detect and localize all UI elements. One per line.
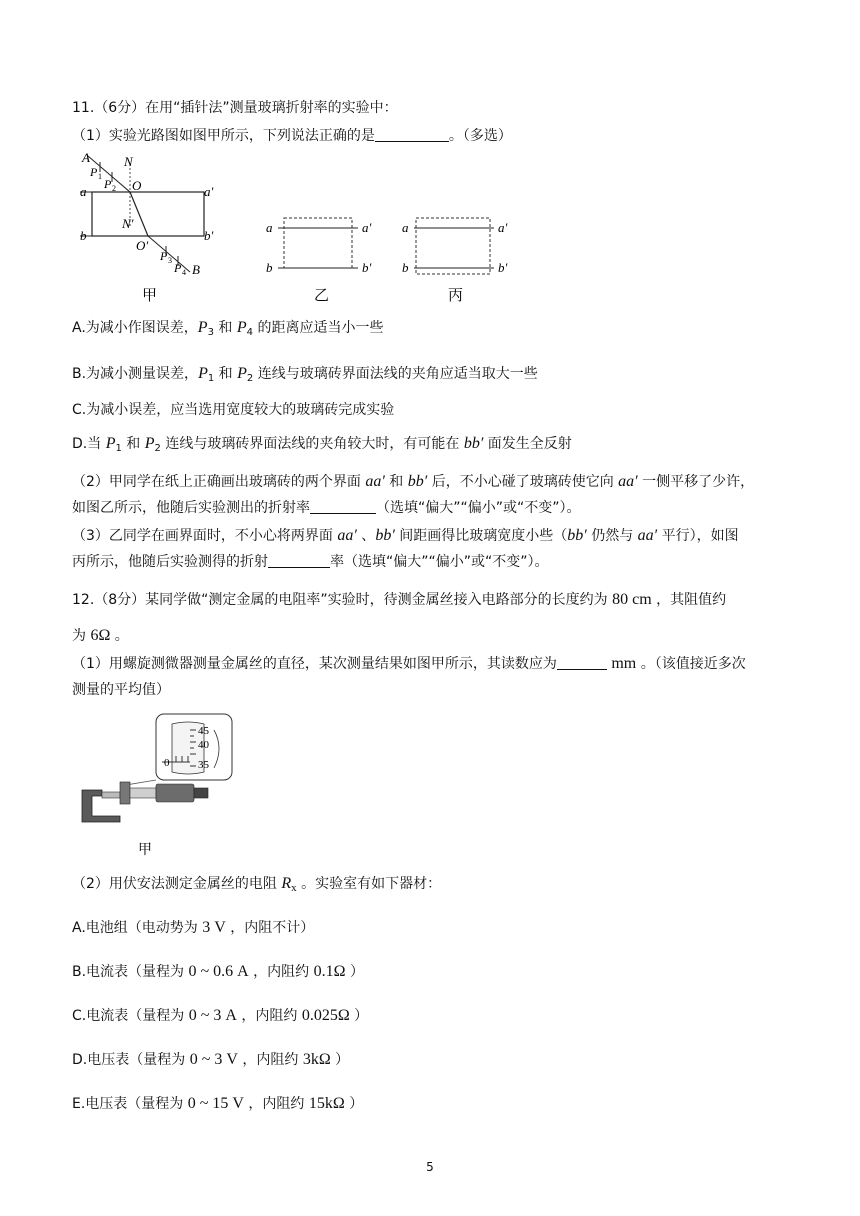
option-d-p2-sub: 2 — [154, 443, 161, 454]
item-b-val2: 0.1Ω — [313, 963, 346, 980]
q12-header2-a: 为 — [72, 628, 91, 644]
q11-option-c: C.为减小误差，应当选用宽度较大的玻璃砖完成实验 — [72, 402, 395, 418]
item-e-val2: 15kΩ — [308, 1095, 345, 1112]
q12-header-a: 12.（8分）某同学做“测定金属的电阻率”实验时，待测金属丝接入电路部分的长度约为 — [72, 592, 613, 608]
label-O-prime: O′ — [136, 238, 149, 253]
q11-header: 11.（6分）在用“插针法”测量玻璃折射率的实验中： — [72, 100, 398, 116]
fig-label-yi: 乙 — [314, 288, 330, 304]
q12-length: 80 cm — [612, 591, 652, 608]
anvil — [102, 792, 120, 798]
q11-part3-line2 — [72, 552, 549, 572]
item-d-pre: D.电压表（量程为 — [72, 1052, 190, 1068]
item-a-val: 3 V — [202, 919, 226, 936]
fig-label-jia-2: 甲 — [138, 843, 152, 858]
optics-figure-jia — [78, 150, 218, 306]
part3-aa: aa′ — [337, 527, 357, 544]
part3-aa-2: aa′ — [637, 527, 658, 544]
equipment-item-a — [72, 918, 314, 938]
part2-text-b: 后，不小心碰了玻璃砖使它向 — [427, 474, 619, 490]
part3-bb-2: bb′ — [567, 527, 587, 544]
glass-outline — [416, 218, 490, 274]
q12-resistance: 6Ω — [90, 627, 111, 644]
item-e-post: ，内阻约 — [243, 1096, 309, 1112]
part3-bb: bb′ — [375, 527, 395, 544]
part3-sep: 、 — [356, 528, 376, 544]
bing-label-b-prime: b′ — [498, 260, 508, 275]
item-e-post2: ） — [344, 1096, 364, 1112]
bing-label-b: b — [402, 260, 409, 275]
option-d-bb: bb′ — [463, 435, 484, 452]
bing-label-a: a — [402, 220, 409, 235]
part2-text-a: （2）甲同学在纸上正确画出玻璃砖的两个界面 — [72, 474, 366, 490]
label-O: O — [132, 178, 142, 193]
part3-text-e: 丙所示，他随后实验测得的折射 — [72, 554, 268, 570]
q12-header-line1 — [72, 590, 726, 610]
q12-part2-R: R — [281, 875, 292, 892]
part2-text-d: 如图乙所示，他随后实验测出的折射率 — [72, 500, 310, 516]
label-b-prime: b′ — [204, 228, 214, 243]
tick-zero: 0 — [164, 757, 170, 769]
item-c-post2: ） — [349, 1008, 369, 1024]
label-N-prime: N′ — [122, 216, 134, 231]
yi-label-a: a — [266, 220, 273, 235]
option-d-p2: P — [144, 435, 155, 452]
answer-blank[interactable] — [268, 553, 330, 568]
option-b-mid: 和 — [214, 366, 238, 382]
q12-part2-a: （2）用伏安法测定金属丝的电阻 — [72, 876, 282, 892]
item-c-val: 0 ~ 3 A — [188, 1007, 237, 1024]
part2-aa: aa′ — [365, 473, 385, 490]
option-a-p3: P — [197, 319, 208, 336]
fig-label-bing: 丙 — [448, 288, 464, 304]
label-B: B — [192, 262, 200, 277]
shifted-glass-outline — [284, 218, 352, 268]
option-b-p1-sub: 1 — [207, 373, 215, 384]
part3-text-a: （3）乙同学在画界面时，不小心将两界面 — [72, 528, 338, 544]
option-d-mid: 和 — [121, 436, 145, 452]
option-b-post: 连线与玻璃砖界面法线的夹角应适当取大一些 — [253, 366, 538, 382]
q11-part2-line2 — [72, 498, 581, 518]
item-b-post: ，内阻约 — [248, 964, 314, 980]
label-P3-sub: 3 — [168, 256, 172, 265]
option-d-post2: 面发生全反射 — [483, 436, 572, 452]
equipment-item-c — [72, 1006, 368, 1026]
label-P1: P — [90, 165, 98, 179]
option-d-p1: P — [105, 435, 116, 452]
q11-option-a — [72, 318, 383, 343]
option-a-post: 的距离应适当小一些 — [253, 320, 384, 336]
q12-part1-a: （1）用螺旋测微器测量金属丝的直径，某次测量结果如图甲所示，其读数应为 — [72, 656, 557, 672]
label-P2: P — [104, 177, 112, 191]
item-c-val2: 0.025Ω — [301, 1007, 350, 1024]
item-d-post: ，内阻约 — [237, 1052, 303, 1068]
part2-text-e: （选填“偏大”“偏小”或“不变”）。 — [376, 500, 581, 516]
q12-part2 — [72, 874, 441, 898]
q11-option-b — [72, 364, 538, 389]
part3-text-f: 率（选填“偏大”“偏小”或“不变”）。 — [330, 554, 549, 570]
q12-part1-unit: mm — [611, 655, 637, 672]
option-a-pre: A.为减小作图误差， — [72, 320, 198, 336]
label-A: A — [82, 150, 90, 165]
equipment-item-b — [72, 962, 364, 982]
option-d-post1: 连线与玻璃砖界面法线的夹角较大时，有可能在 — [160, 436, 464, 452]
label-a: a — [80, 184, 87, 199]
label-P3: P — [160, 249, 168, 263]
part2-aa-2: aa′ — [618, 473, 638, 490]
q12-header-line2 — [72, 626, 129, 646]
optics-figure-yi — [262, 210, 388, 306]
item-d-post2: ） — [330, 1052, 350, 1068]
item-c-pre: C.电流表（量程为 — [72, 1008, 189, 1024]
label-P2-sub: 2 — [112, 184, 116, 193]
fig-label-jia: 甲 — [142, 288, 158, 304]
q11-option-d — [72, 434, 572, 459]
q12-header2-b: 。 — [110, 628, 129, 644]
part3-text-c: 仍然与 — [586, 528, 638, 544]
option-b-p2-sub: 2 — [246, 373, 254, 384]
q12-part2-b: 。实验室有如下器材： — [296, 876, 442, 892]
item-e-pre: E.电压表（量程为 — [72, 1096, 188, 1112]
item-b-post2: ） — [345, 964, 364, 980]
page-number: 5 — [426, 1160, 434, 1174]
optics-figure-bing — [398, 210, 524, 306]
item-a-pre: A.电池组（电动势为 — [72, 920, 203, 936]
part3-text-b: 间距画得比玻璃宽度小些（ — [394, 528, 568, 544]
part3-text-d: 平行），如图 — [657, 528, 739, 544]
item-d-val: 0 ~ 3 V — [189, 1051, 238, 1068]
part2-text-c: 一侧平移了少许， — [637, 474, 755, 490]
option-b-p1: P — [198, 365, 208, 382]
item-b-pre: B.电流表（量程为 — [72, 964, 189, 980]
q12-part2-x: x — [291, 882, 297, 894]
q12-part1-line1 — [72, 654, 746, 674]
item-d-val2: 3kΩ — [302, 1051, 331, 1068]
label-P4-sub: 4 — [182, 268, 186, 277]
answer-blank[interactable] — [375, 127, 449, 142]
option-d-p1-sub: 1 — [115, 443, 122, 454]
label-b: b — [80, 228, 87, 243]
option-a-p4: P — [236, 319, 247, 336]
emergent-ray — [148, 236, 190, 272]
thimble — [156, 784, 194, 802]
tick-45: 45 — [198, 725, 209, 737]
micrometer-figure — [72, 710, 242, 860]
option-b-pre: B.为减小测量误差， — [72, 366, 199, 382]
q11-part1 — [72, 126, 512, 146]
part2-and: 和 — [384, 474, 408, 490]
option-d-pre: D.当 — [72, 436, 106, 452]
yi-label-b-prime: b′ — [362, 260, 372, 275]
tick-40: 40 — [198, 739, 209, 751]
option-b-p2: P — [237, 365, 247, 382]
item-b-val: 0 ~ 0.6 A — [188, 963, 249, 980]
label-a-prime: a′ — [204, 184, 214, 199]
option-a-p3-sub: 3 — [207, 327, 214, 338]
q12-part1-b: 。（该值接近多次 — [636, 656, 746, 672]
option-a-mid: 和 — [213, 320, 237, 336]
item-c-post: ，内阻约 — [236, 1008, 302, 1024]
q11-part1-tail: 。（多选） — [448, 128, 512, 144]
part2-bb: bb′ — [407, 473, 428, 490]
equipment-item-d — [72, 1050, 349, 1070]
q11-part3-line1 — [72, 526, 739, 546]
item-e-val: 0 ~ 15 V — [187, 1095, 244, 1112]
glass-block — [92, 192, 204, 236]
q12-header-b: ，其阻值约 — [651, 592, 727, 608]
q11-part2-line1 — [72, 472, 754, 492]
label-N: N — [124, 154, 133, 169]
tick-35: 35 — [198, 759, 209, 771]
yi-label-b: b — [266, 260, 273, 275]
sleeve — [130, 788, 156, 798]
equipment-item-e — [72, 1094, 363, 1114]
label-P4: P — [174, 261, 182, 275]
q11-part1-text: （1）实验光路图如图甲所示，下列说法正确的是 — [72, 128, 375, 144]
yi-label-a-prime: a′ — [362, 220, 372, 235]
option-a-p4-sub: 4 — [246, 327, 253, 338]
label-P1-sub: 1 — [98, 172, 102, 181]
q12-part1-line2: 测量的平均值） — [72, 682, 170, 698]
ratchet — [194, 788, 208, 798]
bing-label-a-prime: a′ — [498, 220, 508, 235]
item-a-post: ，内阻不计） — [225, 920, 315, 936]
answer-blank[interactable] — [310, 499, 376, 514]
answer-blank[interactable] — [557, 655, 607, 670]
